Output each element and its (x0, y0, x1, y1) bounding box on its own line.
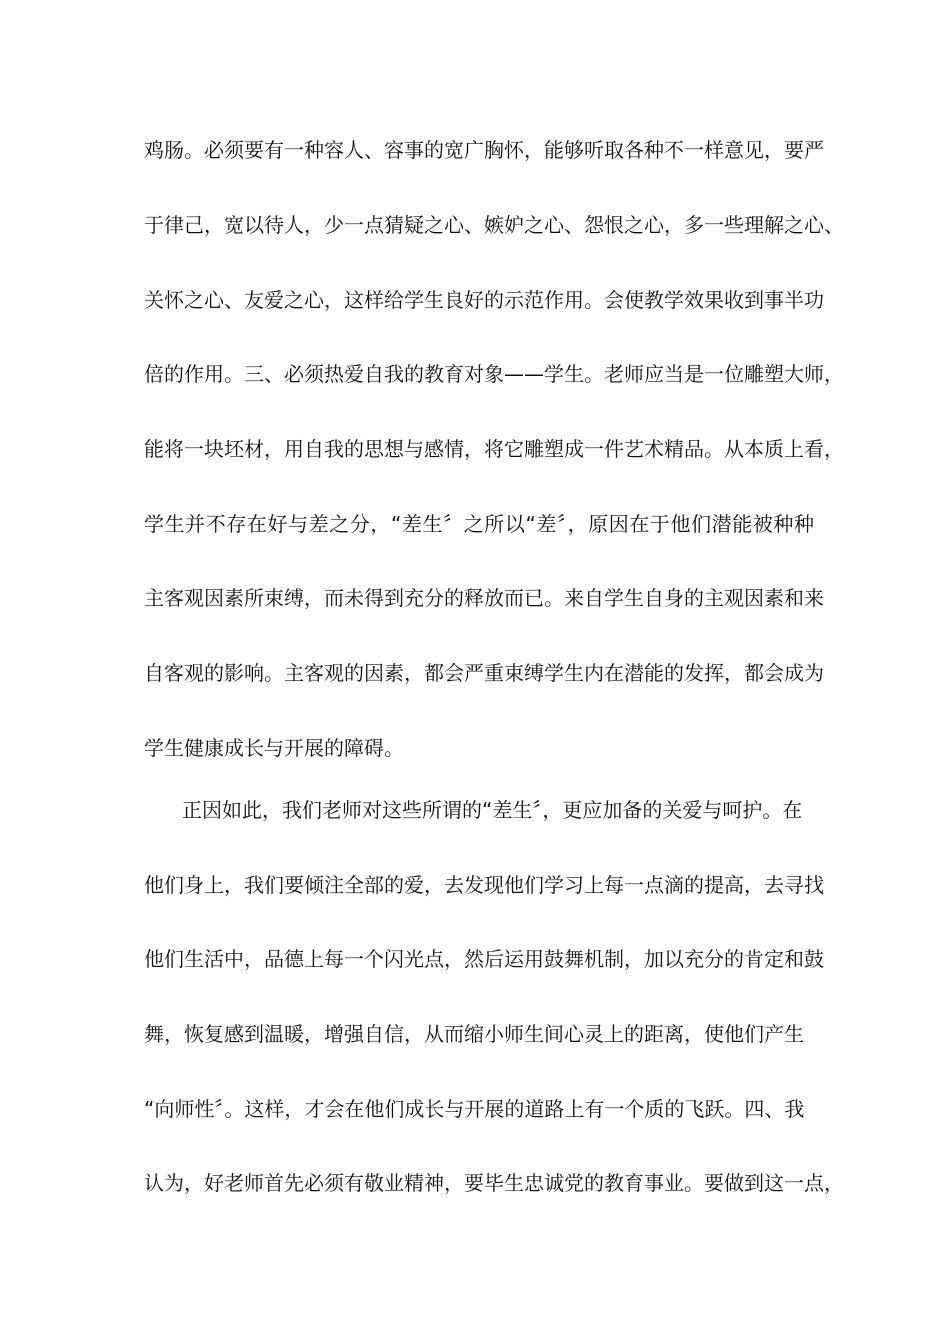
text-line: 他们身上，我们要倾注全部的爱，去发现他们学习上每一点滴的提高，去寻找 (144, 873, 824, 897)
text-line: “向师性〞。这样，才会在他们成长与开展的道路上有一个质的飞跃。四、我 (144, 1097, 805, 1121)
text-line: 能将一块坯材，用自我的思想与感情，将它雕塑成一件艺术精品。从本质上看， (144, 437, 844, 461)
text-line: 主客观因素所束缚，而未得到充分的释放而已。来自学生自身的主观因素和来 (144, 586, 824, 610)
text-line: 他们生活中，品德上每一个闪光点，然后运用鼓舞机制，加以充分的肯定和鼓 (144, 947, 824, 971)
paragraph-first-line: 正因如此，我们老师对这些所谓的“差生〞，更应加备的关爱与呵护。在 (182, 798, 803, 822)
text-line: 关怀之心、友爱之心，这样给学生良好的示范作用。会使教学效果收到事半功 (144, 288, 824, 312)
text-line: 于律己，宽以待人，少一点猜疑之心、嫉妒之心、怨恨之心，多一些理解之心、 (144, 213, 844, 237)
text-line: 学生健康成长与开展的障碍。 (144, 736, 404, 760)
text-line: 倍的作用。三、必须热爱自我的教育对象——学生。老师应当是一位雕塑大师， (144, 362, 844, 386)
text-line: 舞，恢复感到温暖，增强自信，从而缩小师生间心灵上的距离，使他们产生 (144, 1022, 804, 1046)
text-line: 学生并不存在好与差之分，“差生〞之所以“差〞，原因在于他们潜能被种种 (144, 512, 814, 536)
text-line: 自客观的影响。主客观的因素，都会严重束缚学生内在潜能的发挥，都会成为 (144, 661, 824, 685)
text-line: 鸡肠。必须要有一种容人、容事的宽广胸怀，能够听取各种不一样意见，要严 (144, 138, 824, 162)
text-line: 认为，好老师首先必须有敬业精神，要毕生忠诚党的教育事业。要做到这一点， (144, 1171, 844, 1195)
